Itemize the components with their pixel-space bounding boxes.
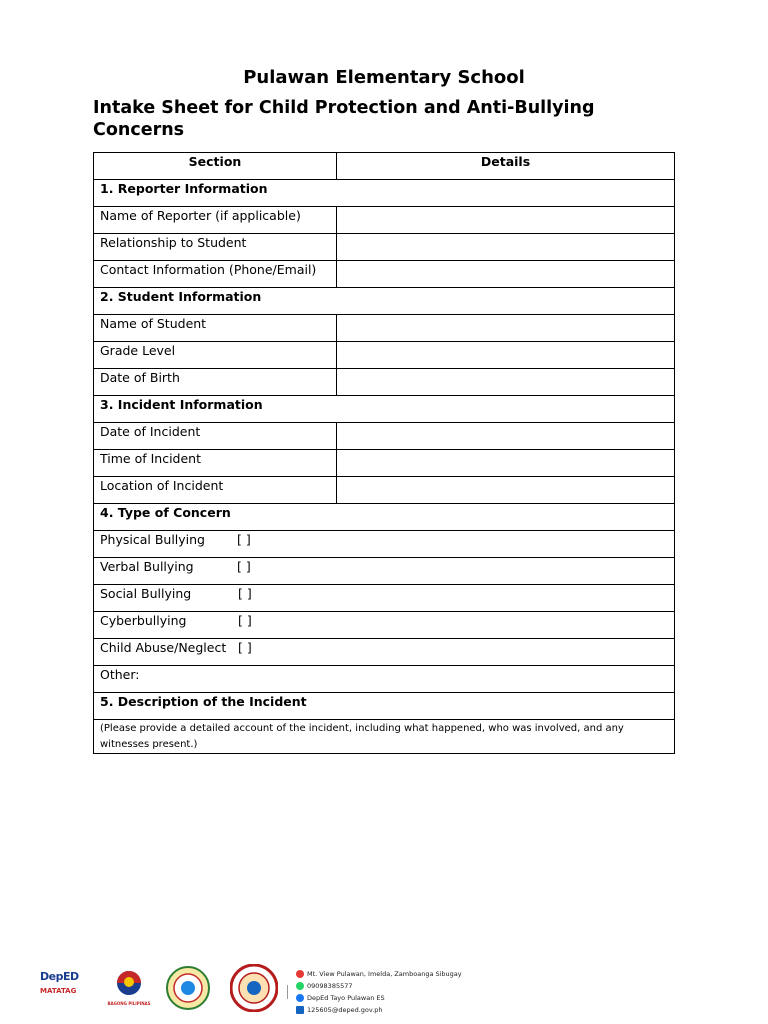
header-details: Details — [337, 153, 675, 180]
section-description: 5. Description of the Incident — [94, 693, 675, 720]
location-pin-icon — [296, 970, 304, 978]
table-header-row — [94, 153, 675, 180]
district-seal-icon — [230, 964, 278, 1012]
description-field[interactable]: (Please provide a detailed account of the incident, including what happened, who was involved, and any witnesses present.) — [94, 720, 675, 754]
concern-label: Social Bullying — [100, 586, 192, 601]
section-concern: 4. Type of Concern — [94, 504, 675, 531]
field-label: Date of Birth — [94, 369, 337, 396]
concern-label: Verbal Bullying — [100, 559, 194, 574]
footer-divider — [287, 985, 288, 999]
table-row — [94, 612, 675, 639]
facebook-icon — [296, 994, 304, 1002]
contact-phone — [296, 980, 462, 992]
intake-table — [93, 152, 675, 754]
concern-social[interactable] — [94, 585, 675, 612]
table-row — [94, 315, 675, 342]
contact-list — [296, 968, 462, 1016]
section-incident: 3. Incident Information — [94, 396, 675, 423]
table-row — [94, 207, 675, 234]
facebook-text: DepEd Tayo Pulawan ES — [307, 994, 385, 1002]
table-row — [94, 585, 675, 612]
field-value-reporter-name[interactable] — [337, 207, 675, 234]
concern-physical[interactable] — [94, 531, 675, 558]
table-row — [94, 639, 675, 666]
checkbox[interactable]: [ ] — [238, 586, 252, 601]
field-value-contact[interactable] — [337, 261, 675, 288]
checkbox[interactable]: [ ] — [238, 640, 252, 655]
field-label: Name of Reporter (if applicable) — [94, 207, 337, 234]
concern-abuse[interactable] — [94, 639, 675, 666]
concern-other[interactable]: Other: — [94, 666, 675, 693]
field-value-incident-date[interactable] — [337, 423, 675, 450]
section-student: 2. Student Information — [94, 288, 675, 315]
contact-email — [296, 1004, 462, 1016]
field-label: Relationship to Student — [94, 234, 337, 261]
phone-text: 09098385577 — [307, 982, 353, 990]
table-row — [94, 558, 675, 585]
field-value-incident-location[interactable] — [337, 477, 675, 504]
concern-verbal[interactable] — [94, 558, 675, 585]
table-row — [94, 531, 675, 558]
table-row — [94, 450, 675, 477]
school-name: Pulawan Elementary School — [243, 67, 525, 88]
bagong-pilipinas-logo — [106, 968, 152, 1008]
field-label: Contact Information (Phone/Email) — [94, 261, 337, 288]
table-row — [94, 423, 675, 450]
field-label: Time of Incident — [94, 450, 337, 477]
header-section: Section — [94, 153, 337, 180]
concern-cyber[interactable] — [94, 612, 675, 639]
form-title: Intake Sheet for Child Protection and Anti-Bullying Concerns — [93, 98, 595, 140]
table-row — [94, 234, 675, 261]
contact-address — [296, 968, 462, 980]
contact-facebook — [296, 992, 462, 1004]
deped-logo — [40, 970, 88, 1004]
matatag-logo-text: MATATAG — [40, 987, 77, 995]
table-row — [94, 369, 675, 396]
field-label: Date of Incident — [94, 423, 337, 450]
bagong-pilipinas-text: BAGONG PILIPINAS — [107, 1001, 151, 1006]
field-value-incident-time[interactable] — [337, 450, 675, 477]
footer — [40, 960, 460, 1020]
section-reporter: 1. Reporter Information — [94, 180, 675, 207]
email-text: 125605@deped.gov.ph — [307, 1006, 383, 1014]
concern-label: Child Abuse/Neglect — [100, 640, 227, 655]
phone-icon — [296, 982, 304, 990]
field-value-student-name[interactable] — [337, 315, 675, 342]
address-text: Mt. View Pulawan, Imelda, Zamboanga Sibugay — [307, 970, 462, 978]
field-value-relationship[interactable] — [337, 234, 675, 261]
table-row — [94, 261, 675, 288]
field-value-date-of-birth[interactable] — [337, 369, 675, 396]
field-label: Name of Student — [94, 315, 337, 342]
deped-logo-text: DepED — [40, 970, 79, 983]
table-row — [94, 477, 675, 504]
checkbox[interactable]: [ ] — [238, 613, 252, 628]
field-label: Grade Level — [94, 342, 337, 369]
field-value-grade-level[interactable] — [337, 342, 675, 369]
field-label: Location of Incident — [94, 477, 337, 504]
checkbox[interactable]: [ ] — [237, 559, 251, 574]
email-icon — [296, 1006, 304, 1014]
table-row — [94, 720, 675, 754]
table-row — [94, 666, 675, 693]
table-row — [94, 342, 675, 369]
concern-label: Cyberbullying — [100, 613, 187, 628]
checkbox[interactable]: [ ] — [237, 532, 251, 547]
concern-label: Physical Bullying — [100, 532, 205, 547]
school-seal-icon — [166, 966, 210, 1010]
